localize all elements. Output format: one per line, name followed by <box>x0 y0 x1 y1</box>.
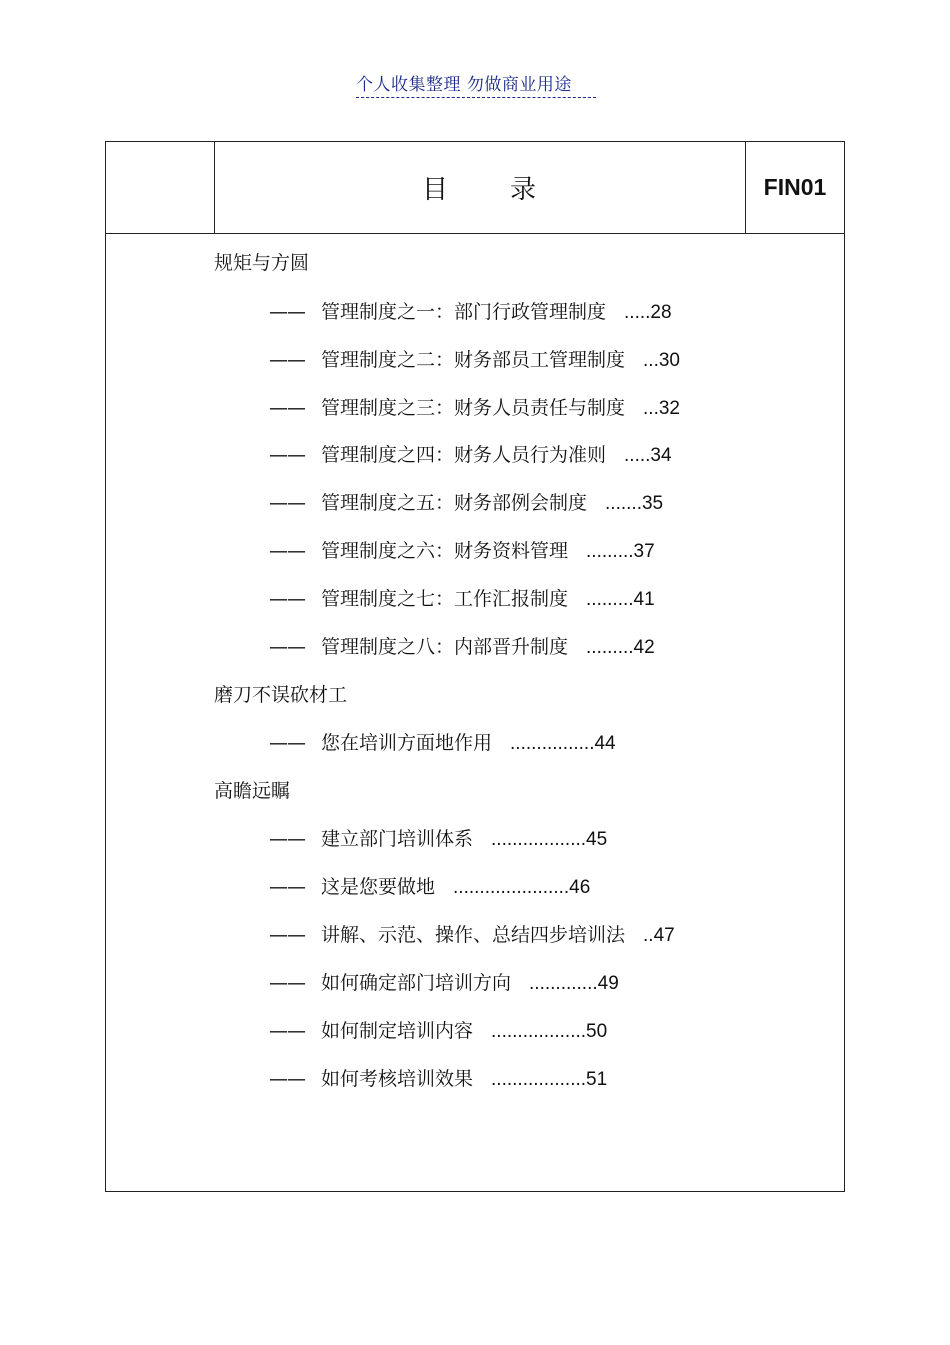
entry-page: ......................46 <box>453 877 591 898</box>
entry-title: 管理制度之四：财务人员行为准则 <box>321 444 607 466</box>
entry-dash: —— <box>269 1068 305 1090</box>
toc-entry[interactable] <box>269 728 616 755</box>
entry-dash: —— <box>269 492 305 514</box>
entry-page: ..47 <box>643 925 675 946</box>
entry-title: 管理制度之一：部门行政管理制度 <box>321 301 607 323</box>
entry-page: .........37 <box>586 541 655 562</box>
entry-page: .......35 <box>605 493 664 514</box>
entry-page: ...32 <box>643 398 680 419</box>
toc-entry[interactable] <box>269 1064 607 1091</box>
entry-dash: —— <box>269 397 305 419</box>
toc-entry[interactable] <box>269 1016 607 1043</box>
entry-title: 如何确定部门培训方向 <box>321 972 512 994</box>
entry-title: 管理制度之八：内部晋升制度 <box>321 636 569 658</box>
toc-entry[interactable] <box>269 584 655 611</box>
entry-dash: —— <box>269 732 305 754</box>
entry-title: 管理制度之三：财务人员责任与制度 <box>321 397 626 419</box>
entry-page: .........42 <box>586 637 655 658</box>
entry-page: .........41 <box>586 589 655 610</box>
entry-title: 讲解、示范、操作、总结四步培训法 <box>321 924 626 946</box>
entry-page: ..................45 <box>491 829 608 850</box>
toc-frame <box>105 141 845 1192</box>
toc-entry[interactable] <box>269 345 680 372</box>
toc-entry[interactable] <box>269 440 672 467</box>
section-heading: 高瞻远瞩 <box>214 780 291 802</box>
entry-dash: —— <box>269 828 305 850</box>
entry-dash: —— <box>269 444 305 466</box>
toc-entry[interactable] <box>269 297 672 324</box>
toc-entry[interactable] <box>269 968 619 995</box>
toc-title <box>215 142 746 233</box>
entry-page: .....34 <box>624 445 672 466</box>
entry-dash: —— <box>269 301 305 323</box>
entry-title: 您在培训方面地作用 <box>321 732 493 754</box>
title-char-2: 录 <box>510 175 539 205</box>
toc-entry[interactable] <box>269 872 590 899</box>
header-blank-cell <box>106 142 215 233</box>
entry-page: .............49 <box>529 973 619 994</box>
entry-dash: —— <box>269 924 305 946</box>
entry-page: ..................50 <box>491 1021 608 1042</box>
entry-dash: —— <box>269 349 305 371</box>
entry-dash: —— <box>269 636 305 658</box>
entry-title: 管理制度之二：财务部员工管理制度 <box>321 349 626 371</box>
entry-title: 管理制度之七：工作汇报制度 <box>321 588 569 610</box>
entry-dash: —— <box>269 588 305 610</box>
entry-title: 如何考核培训效果 <box>321 1068 474 1090</box>
toc-entry[interactable] <box>269 393 680 420</box>
entry-page: ..................51 <box>491 1069 608 1090</box>
entry-dash: —— <box>269 1020 305 1042</box>
entry-page: ................44 <box>510 733 616 754</box>
entry-title: 管理制度之六：财务资料管理 <box>321 540 569 562</box>
entry-title: 建立部门培训体系 <box>321 828 474 850</box>
toc-entry[interactable] <box>269 536 655 563</box>
title-char-1: 目 <box>421 175 450 205</box>
entry-dash: —— <box>269 540 305 562</box>
toc-entry[interactable] <box>269 632 655 659</box>
entry-page: ...30 <box>643 350 680 371</box>
toc-entry[interactable] <box>269 824 607 851</box>
entry-dash: —— <box>269 876 305 898</box>
section-heading: 规矩与方圆 <box>214 252 310 274</box>
header-note: 个人收集整理 勿做商业用途 <box>356 70 596 98</box>
entry-title: 管理制度之五：财务部例会制度 <box>321 492 588 514</box>
entry-title: 这是您要做地 <box>321 876 436 898</box>
entry-dash: —— <box>269 972 305 994</box>
entry-page: .....28 <box>624 302 672 323</box>
toc-entry[interactable] <box>269 920 675 947</box>
entry-title: 如何制定培训内容 <box>321 1020 474 1042</box>
toc-header-row <box>106 142 844 234</box>
doc-code: FIN01 <box>763 174 827 200</box>
toc-entry[interactable] <box>269 488 663 515</box>
section-heading: 磨刀不误砍材工 <box>214 684 348 706</box>
